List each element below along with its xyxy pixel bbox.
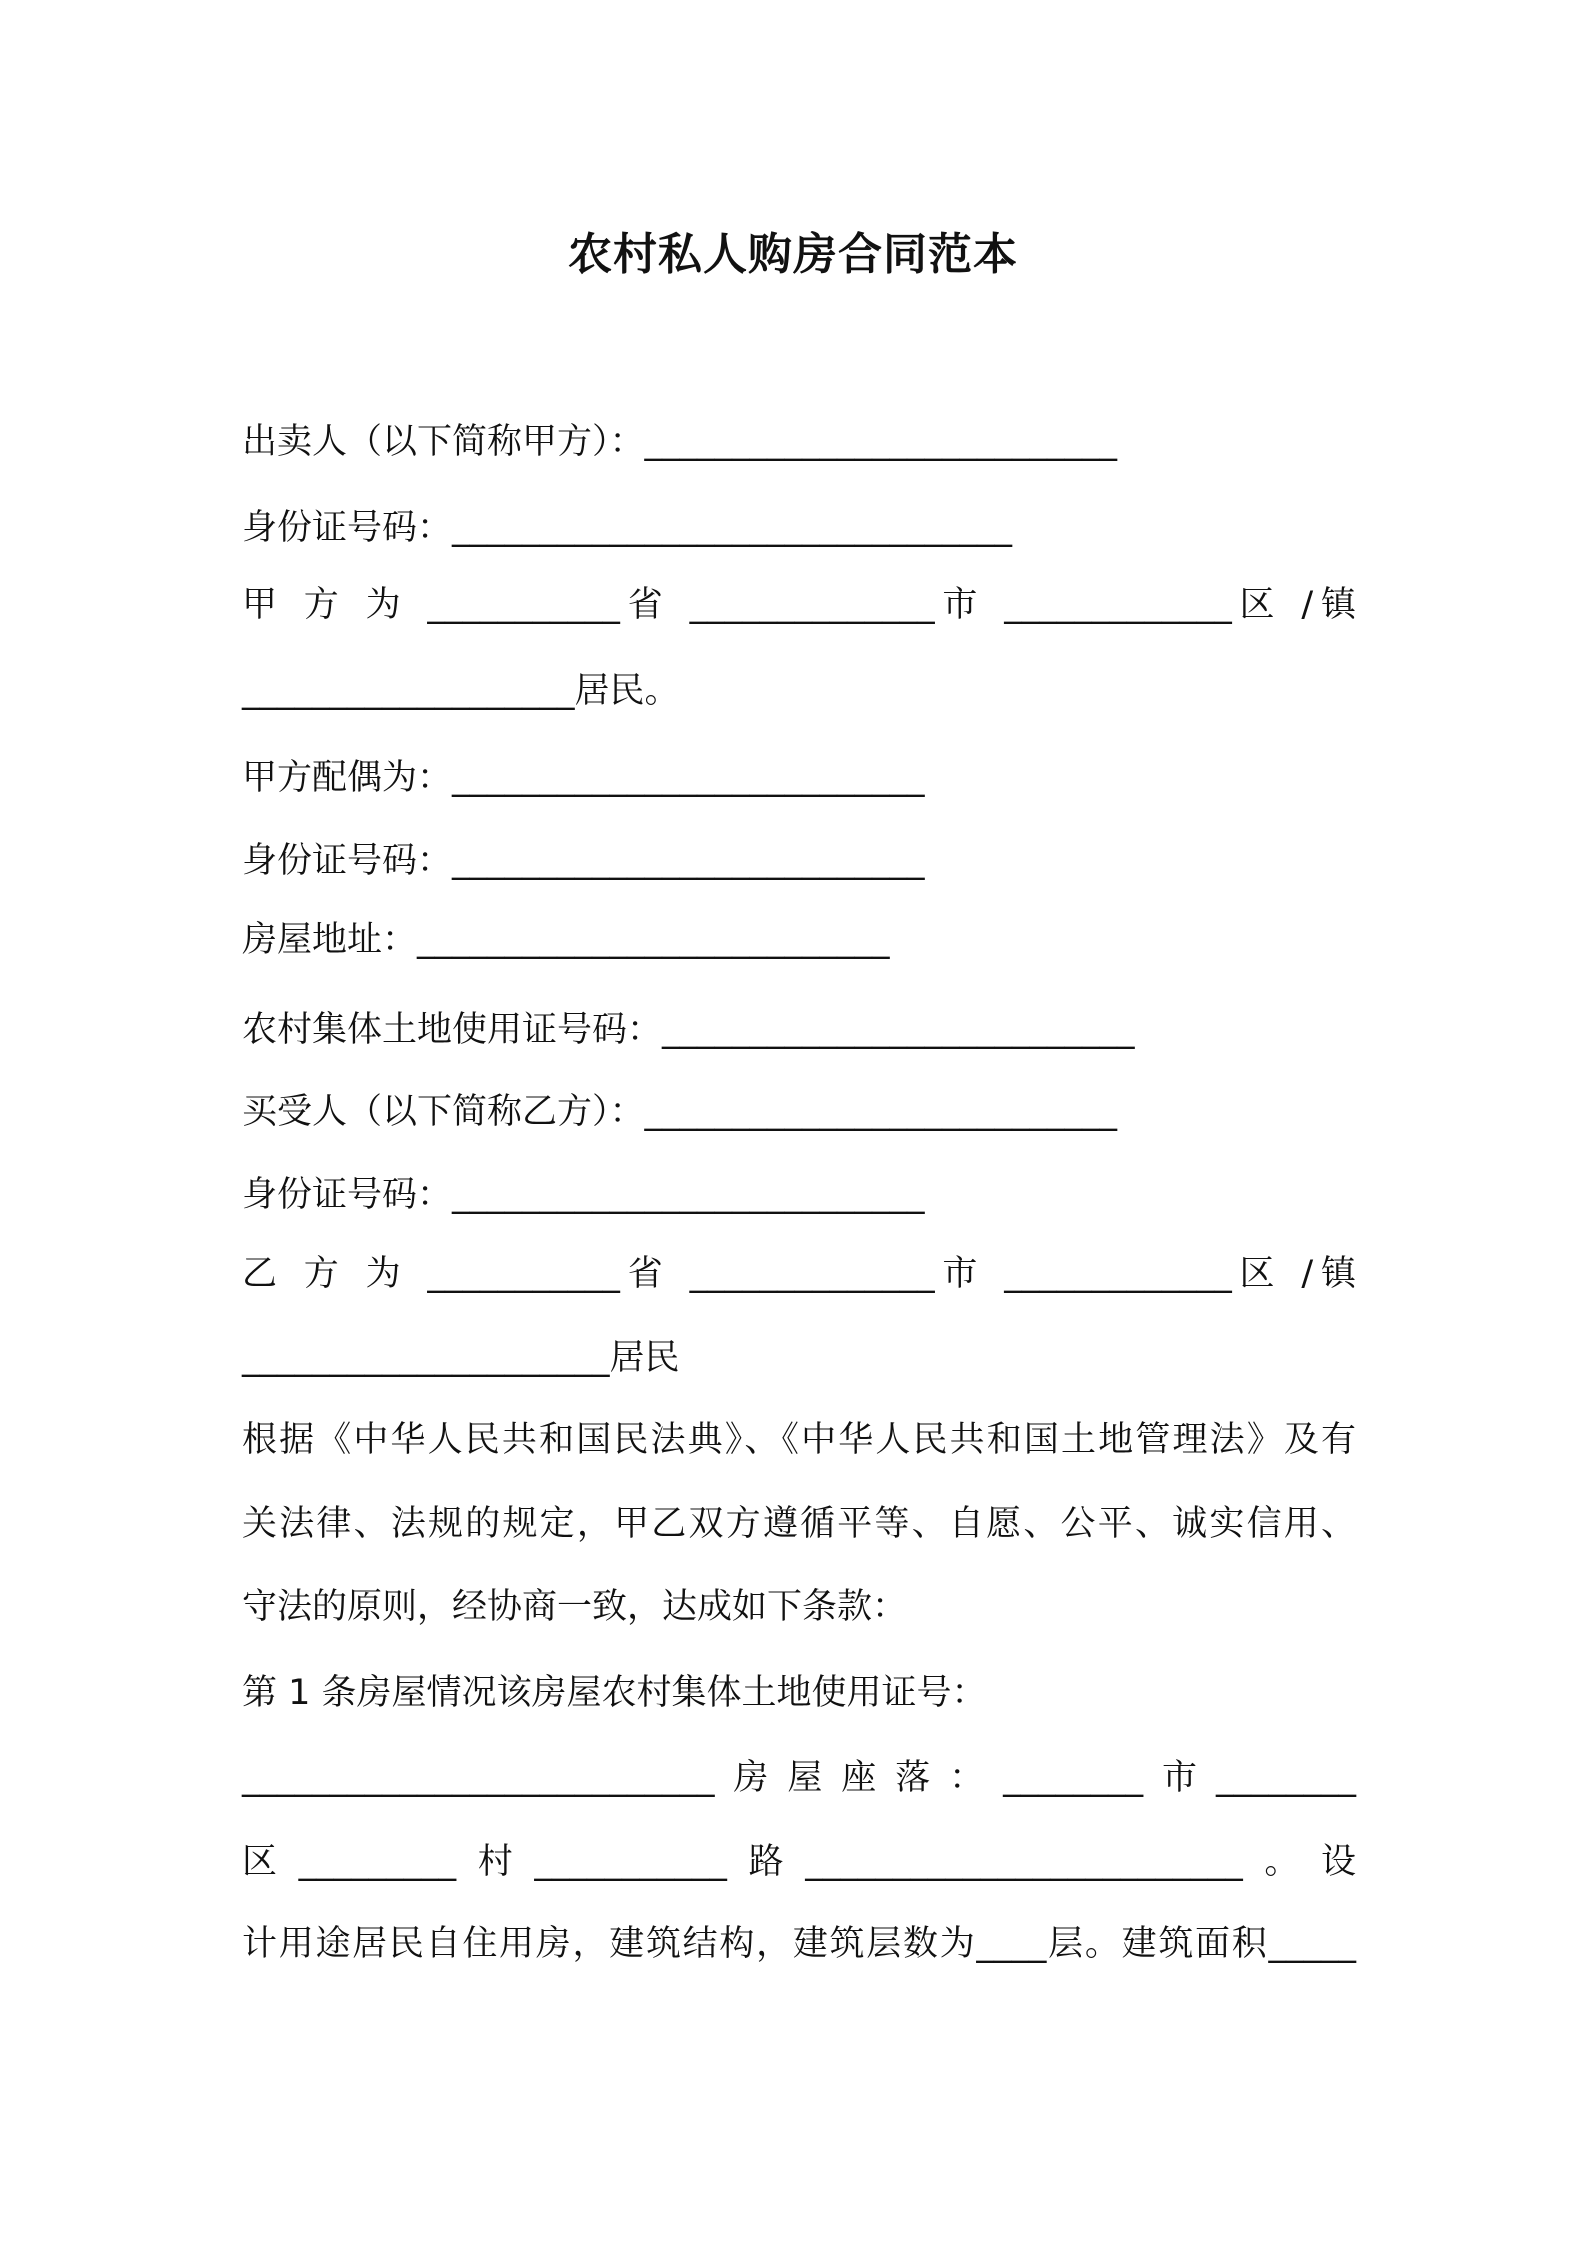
seller-id-line: 身份证号码：________________________________ — [242, 508, 1013, 548]
buyer-residence-line-cont: _____________________居民 — [242, 1338, 680, 1378]
article-1-heading: 第 1 条房屋情况该房屋农村集体土地使用证号： — [242, 1673, 987, 1713]
seller-residence-line-cont: ___________________居民。 — [242, 671, 680, 711]
preamble-line-2: 关法律、法规的规定，甲乙双方遵循平等、自愿、公平、诚实信用、 — [242, 1504, 1356, 1544]
spouse-id-line: 身份证号码：___________________________ — [242, 841, 925, 881]
preamble-line-1: 根据《中华人民共和国民法典》、《中华人民共和国土地管理法》及有 — [242, 1420, 1356, 1460]
article-1-line-3: 计用途居民自住用房，建筑结构，建筑层数为____层。建筑面积_____ — [242, 1924, 1356, 1964]
article-1-line-2: 区_________村___________路_________________________。设 — [242, 1842, 1356, 1882]
seller-name-line: 出卖人（以下简称甲方）：___________________________ — [242, 422, 1118, 462]
seller-spouse-line: 甲方配偶为：___________________________ — [242, 758, 925, 798]
house-address-line: 房屋地址：___________________________ — [242, 920, 890, 960]
land-certificate-line: 农村集体土地使用证号码：___________________________ — [242, 1010, 1135, 1050]
buyer-name-line: 买受人（以下简称乙方）：___________________________ — [242, 1092, 1118, 1132]
preamble-line-3: 守法的原则，经协商一致，达成如下条款： — [242, 1587, 908, 1627]
buyer-id-line: 身份证号码：___________________________ — [242, 1175, 925, 1215]
seller-residence-line: 甲 方 为 ___________省 ______________市 _____________区 /镇 — [242, 585, 1356, 625]
article-1-line-1: ___________________________房屋座落：________市________ — [242, 1758, 1356, 1798]
buyer-residence-line: 乙 方 为 ___________省 ______________市 _____________区 /镇 — [242, 1254, 1356, 1294]
document-title: 农村私人购房合同范本 — [568, 229, 1018, 280]
